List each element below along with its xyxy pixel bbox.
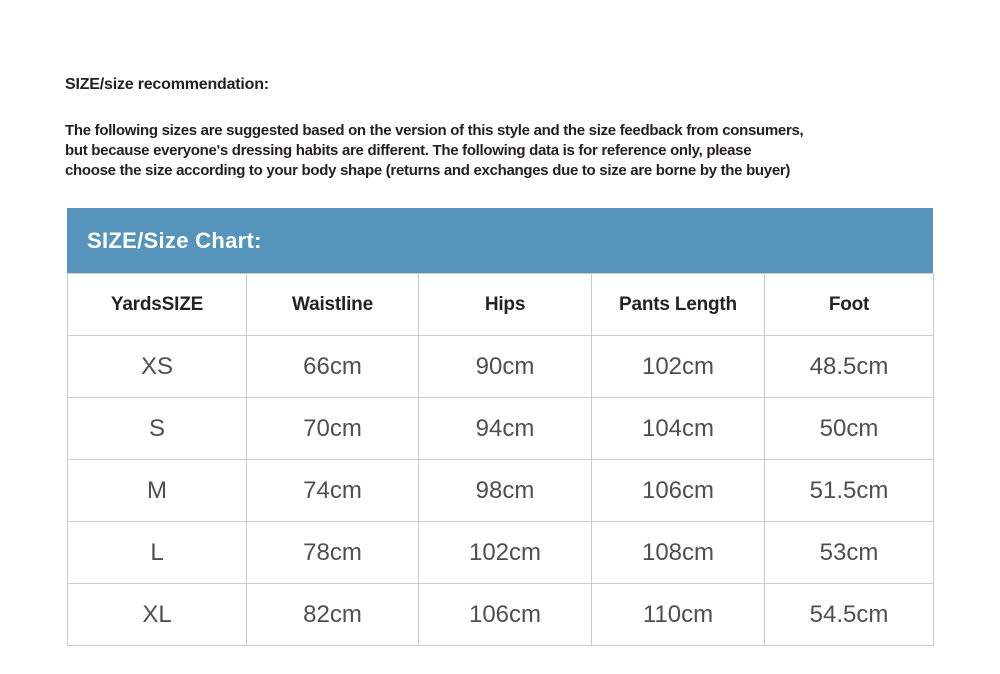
- cell-size: M: [68, 460, 247, 522]
- cell-size: XL: [68, 584, 247, 646]
- column-header-size: YardsSIZE: [68, 274, 247, 336]
- cell-foot: 50cm: [765, 398, 934, 460]
- table-row-l: [68, 522, 934, 584]
- cell-hips: 106cm: [419, 584, 592, 646]
- cell-waistline: 70cm: [247, 398, 419, 460]
- cell-foot: 53cm: [765, 522, 934, 584]
- cell-size: XS: [68, 336, 247, 398]
- column-header-foot: Foot: [765, 274, 934, 336]
- recommendation-paragraph: [65, 121, 803, 181]
- column-header-waistline: Waistline: [247, 274, 419, 336]
- size-chart-banner-title: SIZE/Size Chart:: [87, 227, 262, 253]
- cell-size: L: [68, 522, 247, 584]
- size-table: [67, 273, 934, 646]
- table-row-xs: [68, 336, 934, 398]
- size-table-header: [68, 274, 934, 336]
- size-chart: [67, 208, 933, 646]
- cell-waistline: 82cm: [247, 584, 419, 646]
- cell-hips: 102cm: [419, 522, 592, 584]
- cell-size: S: [68, 398, 247, 460]
- cell-pants-length: 106cm: [592, 460, 765, 522]
- cell-waistline: 78cm: [247, 522, 419, 584]
- size-table-body: [68, 336, 934, 646]
- cell-pants-length: 110cm: [592, 584, 765, 646]
- cell-hips: 94cm: [419, 398, 592, 460]
- cell-pants-length: 108cm: [592, 522, 765, 584]
- table-row-xl: [68, 584, 934, 646]
- column-header-hips: Hips: [419, 274, 592, 336]
- size-chart-banner: [67, 208, 933, 273]
- cell-foot: 51.5cm: [765, 460, 934, 522]
- cell-foot: 48.5cm: [765, 336, 934, 398]
- cell-pants-length: 104cm: [592, 398, 765, 460]
- cell-hips: 98cm: [419, 460, 592, 522]
- cell-foot: 54.5cm: [765, 584, 934, 646]
- recommendation-line-2: but because everyone's dressing habits are different. The following data is for reference only, please: [65, 142, 752, 159]
- recommendation-line-1: The following sizes are suggested based on the version of this style and the size feedback from consumers,: [65, 122, 804, 139]
- cell-waistline: 66cm: [247, 336, 419, 398]
- cell-pants-length: 102cm: [592, 336, 765, 398]
- column-header-pants-length: Pants Length: [592, 274, 765, 336]
- recommendation-line-3: choose the size according to your body shape (returns and exchanges due to size are borne by the buyer): [65, 162, 791, 179]
- table-row-m: [68, 460, 934, 522]
- header-row: [68, 274, 934, 336]
- recommendation-title: SIZE/size recommendation:: [65, 76, 269, 93]
- cell-hips: 90cm: [419, 336, 592, 398]
- table-row-s: [68, 398, 934, 460]
- cell-waistline: 74cm: [247, 460, 419, 522]
